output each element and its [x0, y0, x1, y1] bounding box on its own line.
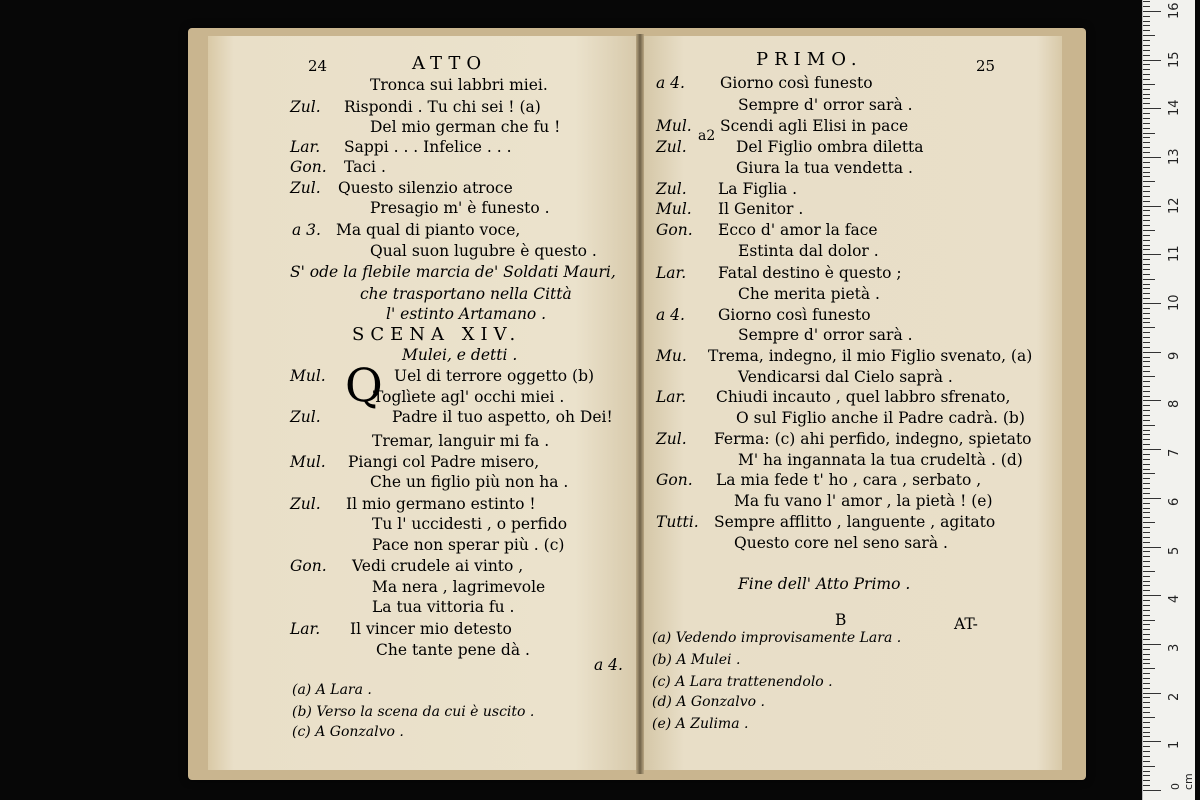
ruler-tick	[1143, 16, 1150, 17]
ruler-tick	[1143, 45, 1150, 46]
ruler-tick	[1143, 366, 1150, 367]
verse-line: Sempre afflitto , languente , agitato	[714, 513, 996, 531]
ruler-unit-label: 0 cm	[1169, 773, 1195, 790]
ruler-tick	[1143, 532, 1150, 533]
ruler-tick	[1143, 89, 1150, 90]
ruler-tick	[1143, 327, 1155, 328]
ruler-number: 6	[1167, 497, 1182, 506]
verse-line: Padre il tuo aspetto, oh Dei!	[392, 408, 613, 426]
ruler-tick	[1143, 766, 1155, 767]
ruler-tick	[1143, 537, 1150, 538]
speaker-label: Lar.	[656, 264, 687, 282]
ruler-tick	[1143, 469, 1150, 470]
ruler-tick	[1143, 103, 1150, 104]
ruler-tick	[1143, 60, 1161, 61]
ruler-tick	[1143, 269, 1150, 270]
verse-line: Uel di terrore oggetto (b)	[394, 367, 595, 385]
speaker-label: Zul.	[290, 98, 321, 116]
ruler-tick	[1143, 454, 1150, 455]
running-header: ATTO	[412, 53, 488, 74]
verse-line: Scendi agli Elisi in pace	[720, 117, 909, 135]
ruler-tick	[1143, 697, 1150, 698]
verse-line: Mulei, e detti .	[402, 346, 518, 364]
footnote: (b) A Mulei .	[652, 652, 741, 668]
ruler-tick	[1143, 527, 1150, 528]
ruler-number: 8	[1167, 400, 1182, 409]
verse-line: Piangi col Padre misero,	[348, 453, 540, 471]
verse-line: Tronca sui labbri miei.	[370, 76, 548, 94]
ruler-tick	[1143, 381, 1150, 382]
speaker-label: Gon.	[290, 158, 327, 176]
ruler-tick	[1143, 590, 1150, 591]
ruler-tick	[1143, 274, 1150, 275]
ruler-tick	[1143, 162, 1150, 163]
ruler-tick	[1143, 512, 1150, 513]
measuring-ruler	[1142, 0, 1195, 800]
speaker-label: Mu.	[656, 347, 687, 365]
verse-line: Giura la tua vendetta .	[736, 159, 913, 177]
ruler-tick	[1143, 264, 1150, 265]
verse-line: Toglìete agl' occhi miei .	[373, 388, 565, 406]
ruler-tick	[1143, 649, 1150, 650]
speaker-label: Mul.	[290, 367, 326, 385]
verse-line: Presagio m' è funesto .	[370, 199, 550, 217]
ruler-tick	[1143, 673, 1150, 674]
ruler-number: 7	[1167, 448, 1182, 458]
ruler-tick	[1143, 6, 1150, 7]
running-header: PRIMO.	[756, 49, 863, 70]
speaker-label: Mul.	[290, 453, 326, 471]
ruler-tick	[1143, 220, 1150, 221]
ruler-tick	[1143, 644, 1161, 645]
ruler-tick	[1143, 624, 1150, 625]
ruler-tick	[1143, 386, 1150, 387]
speaker-label: Gon.	[290, 557, 327, 575]
ruler-number: 14	[1167, 99, 1182, 117]
ruler-tick	[1143, 488, 1150, 489]
ruler-tick	[1143, 55, 1150, 56]
ruler-tick	[1143, 94, 1150, 95]
ruler-tick	[1143, 459, 1150, 460]
ruler-tick	[1143, 600, 1150, 601]
verse-line: Il mio germano estinto !	[346, 495, 536, 513]
ruler-tick	[1143, 551, 1150, 552]
ruler-tick	[1143, 313, 1150, 314]
speaker-label: Zul.	[290, 408, 321, 426]
ruler-tick	[1143, 69, 1150, 70]
ruler-tick	[1143, 147, 1150, 148]
ruler-tick	[1143, 308, 1150, 309]
ruler-tick	[1143, 176, 1150, 177]
book-gutter	[636, 34, 644, 774]
verse-line: Che merita pietà .	[738, 285, 880, 303]
ruler-number: 2	[1167, 692, 1182, 701]
ruler-tick	[1143, 137, 1150, 138]
verse-line: Sempre d' orror sarà .	[738, 326, 913, 344]
speaker-label: Lar.	[290, 620, 321, 638]
ruler-tick	[1143, 634, 1150, 635]
ruler-tick	[1143, 298, 1150, 299]
scene-heading: SCENA XIV.	[352, 324, 522, 345]
ruler-tick	[1143, 668, 1155, 669]
ruler-tick	[1143, 186, 1150, 187]
ruler-tick	[1143, 741, 1161, 742]
verse-line: Vendicarsi dal Cielo saprà .	[738, 368, 953, 386]
ruler-tick	[1143, 201, 1150, 202]
ruler-tick	[1143, 702, 1150, 703]
ruler-tick	[1143, 503, 1150, 504]
ruler-tick	[1143, 615, 1150, 616]
footnote: (a) A Lara .	[292, 682, 372, 698]
speaker-label: a 4.	[656, 74, 685, 92]
speaker-label: Mul.	[656, 117, 692, 135]
ruler-tick	[1143, 425, 1155, 426]
catchword: a 4.	[594, 656, 623, 674]
ruler-number: 13	[1167, 148, 1182, 165]
verse-line: Estinta dal dolor .	[738, 242, 879, 260]
ruler-tick	[1143, 585, 1150, 586]
ruler-tick	[1143, 25, 1150, 26]
verse-line: Trema, indegno, il mio Figlio svenato, (a)	[708, 347, 1033, 365]
ruler-tick	[1143, 683, 1150, 684]
speaker-label: Zul.	[290, 179, 321, 197]
ruler-tick	[1143, 357, 1150, 358]
verse-line: Questo core nel seno sarà .	[734, 534, 948, 552]
verse-line: Il vincer mio detesto	[350, 620, 512, 638]
verse-line: l' estinto Artamano .	[386, 305, 547, 323]
ruler-tick	[1143, 751, 1150, 752]
ruler-tick	[1143, 79, 1150, 80]
ruler-tick	[1143, 746, 1150, 747]
verse-line: che trasportano nella Città	[360, 285, 572, 303]
ruler-tick	[1143, 761, 1150, 762]
speaker-label: Zul.	[656, 180, 687, 198]
ruler-tick	[1143, 654, 1150, 655]
ruler-tick	[1143, 663, 1150, 664]
ruler-tick	[1143, 230, 1155, 231]
verse-line: Sappi . . . Infelice . . .	[344, 138, 512, 156]
ruler-tick	[1143, 785, 1150, 786]
verse-line: La mia fede t' ho , cara , serbato ,	[716, 471, 982, 489]
verse-line: Fatal destino è questo ;	[718, 264, 902, 282]
ruler-tick	[1143, 133, 1155, 134]
ruler-number: 12	[1167, 197, 1182, 214]
ruler-tick	[1143, 595, 1161, 596]
footnote: (c) A Lara trattenendolo .	[652, 674, 833, 690]
verse-line: Tu l' uccidesti , o perfido	[372, 515, 568, 533]
ruler-tick	[1143, 254, 1161, 255]
ruler-tick	[1143, 736, 1150, 737]
ruler-tick	[1143, 342, 1150, 343]
catchword: AT-	[954, 615, 978, 633]
ruler-tick	[1143, 464, 1150, 465]
ruler-tick	[1143, 123, 1150, 124]
ruler-tick	[1143, 361, 1150, 362]
ruler-tick	[1143, 629, 1150, 630]
verse-line: Ecco d' amor la face	[718, 221, 878, 239]
verse-line: Giorno così funesto	[720, 74, 873, 92]
ruler-tick	[1143, 118, 1150, 119]
ruler-tick	[1143, 775, 1150, 776]
signature-mark: B	[835, 611, 847, 629]
ruler-tick	[1143, 508, 1150, 509]
ruler-tick	[1143, 64, 1150, 65]
speaker-label: Zul.	[656, 138, 687, 156]
ruler-tick	[1143, 722, 1150, 723]
ruler-tick	[1143, 483, 1150, 484]
ruler-tick	[1143, 128, 1150, 129]
ruler-tick	[1143, 1, 1150, 2]
ruler-tick	[1143, 191, 1150, 192]
ruler-tick	[1143, 21, 1150, 22]
ruler-tick	[1143, 727, 1150, 728]
ruler-tick	[1143, 284, 1150, 285]
ruler-tick	[1143, 113, 1150, 114]
ruler-tick	[1143, 157, 1161, 158]
ruler-tick	[1143, 678, 1150, 679]
ruler-number: 10	[1167, 294, 1182, 311]
ruler-tick	[1143, 206, 1161, 207]
ruler-tick	[1143, 35, 1155, 36]
ruler-number: 9	[1167, 351, 1182, 360]
a2-mark: a2	[698, 128, 716, 144]
verse-line: Giorno così funesto	[718, 306, 871, 324]
ruler-tick	[1143, 215, 1150, 216]
ruler-tick	[1143, 84, 1155, 85]
speaker-label: Zul.	[656, 430, 687, 448]
ruler-tick	[1143, 376, 1155, 377]
ruler-tick	[1143, 196, 1150, 197]
ruler-tick	[1143, 581, 1150, 582]
ruler-tick	[1143, 288, 1150, 289]
verse-line: Tremar, languir mi fa .	[372, 432, 550, 450]
speaker-label: a 3.	[292, 221, 321, 239]
ruler-tick	[1143, 493, 1150, 494]
ruler-tick	[1143, 659, 1150, 660]
verse-line: Il Genitor .	[718, 200, 804, 218]
footnote: (d) A Gonzalvo .	[652, 694, 765, 710]
ruler-tick	[1143, 396, 1150, 397]
ruler-tick	[1143, 790, 1161, 791]
ruler-tick	[1143, 566, 1150, 567]
page-number: 24	[308, 57, 328, 75]
ruler-tick	[1143, 547, 1161, 548]
ruler-tick	[1143, 371, 1150, 372]
verse-line: Ferma: (c) ahi perfido, indegno, spietato	[714, 430, 1032, 448]
ruler-tick	[1143, 542, 1150, 543]
ruler-tick	[1143, 732, 1150, 733]
ruler-tick	[1143, 688, 1150, 689]
ruler-tick	[1143, 780, 1150, 781]
ruler-tick	[1143, 707, 1150, 708]
verse-line: La Figlia .	[718, 180, 798, 198]
ruler-tick	[1143, 181, 1155, 182]
ruler-tick	[1143, 259, 1150, 260]
verse-line: Che un figlio più non ha .	[370, 473, 569, 491]
speaker-label: Gon.	[656, 471, 693, 489]
ruler-tick	[1143, 478, 1150, 479]
speaker-label: a 4.	[656, 306, 685, 324]
verse-line: Che tante pene dà .	[376, 641, 530, 659]
ruler-tick	[1143, 352, 1161, 353]
ruler-tick	[1143, 756, 1150, 757]
ruler-tick	[1143, 620, 1155, 621]
ruler-tick	[1143, 571, 1155, 572]
ruler-tick	[1143, 576, 1150, 577]
speaker-label: Mul.	[656, 200, 692, 218]
ruler-tick	[1143, 245, 1150, 246]
ruler-tick	[1143, 561, 1150, 562]
ruler-tick	[1143, 434, 1150, 435]
ruler-tick	[1143, 439, 1150, 440]
ruler-tick	[1143, 303, 1161, 304]
footnote: (c) A Gonzalvo .	[292, 724, 404, 740]
ruler-tick	[1143, 235, 1150, 236]
ruler-tick	[1143, 517, 1150, 518]
ruler-tick	[1143, 98, 1150, 99]
ruler-number: 1	[1167, 741, 1182, 750]
ruler-tick	[1143, 405, 1150, 406]
ruler-number: 5	[1167, 546, 1182, 555]
verse-line: Questo silenzio atroce	[338, 179, 513, 197]
speaker-label: Zul.	[290, 495, 321, 513]
ruler-tick	[1143, 391, 1150, 392]
ruler-tick	[1143, 430, 1150, 431]
ruler-tick	[1143, 449, 1161, 450]
verse-line: S' ode la flebile marcia de' Soldati Mauri,	[290, 263, 616, 281]
ruler-tick	[1143, 693, 1161, 694]
ruler-tick	[1143, 240, 1150, 241]
ruler-tick	[1143, 420, 1150, 421]
speaker-label: Gon.	[656, 221, 693, 239]
verse-line: Taci .	[344, 158, 386, 176]
ruler-tick	[1143, 318, 1150, 319]
ruler-tick	[1143, 50, 1150, 51]
verse-line: O sul Figlio anche il Padre cadrà. (b)	[736, 409, 1025, 427]
verse-line: Ma qual di pianto voce,	[336, 221, 521, 239]
verse-line: Pace non sperar più . (c)	[372, 536, 565, 554]
ruler-tick	[1143, 498, 1161, 499]
ruler-tick	[1143, 556, 1150, 557]
verse-line: M' ha ingannata la tua crudeltà . (d)	[738, 451, 1023, 469]
ruler-tick	[1143, 152, 1150, 153]
verse-line: Vedi crudele ai vinto ,	[352, 557, 524, 575]
ruler-tick	[1143, 167, 1150, 168]
drop-cap: Q	[345, 358, 383, 412]
ruler-tick	[1143, 322, 1150, 323]
verse-line: La tua vittoria fu .	[372, 598, 515, 616]
ruler-tick	[1143, 74, 1150, 75]
ruler-tick	[1143, 210, 1150, 211]
ruler-tick	[1143, 444, 1150, 445]
ruler-tick	[1143, 771, 1150, 772]
speaker-label: Lar.	[656, 388, 687, 406]
ruler-tick	[1143, 293, 1150, 294]
ruler-tick	[1143, 142, 1150, 143]
ruler-tick	[1143, 172, 1150, 173]
ruler-tick	[1143, 40, 1150, 41]
ruler-number: 3	[1167, 643, 1182, 652]
verse-line: Sempre d' orror sarà .	[738, 96, 913, 114]
footnote: (e) A Zulima .	[652, 716, 749, 732]
ruler-tick	[1143, 639, 1150, 640]
speaker-label: Lar.	[290, 138, 321, 156]
verse-line: Ma nera , lagrimevole	[372, 578, 546, 596]
verse-line: Del Figlio ombra diletta	[736, 138, 924, 156]
ruler-tick	[1143, 610, 1150, 611]
ruler-tick	[1143, 279, 1155, 280]
speaker-label: Tutti.	[656, 513, 699, 531]
ruler-tick	[1143, 522, 1155, 523]
ruler-tick	[1143, 11, 1161, 12]
ruler-tick	[1143, 410, 1150, 411]
verse-line: Qual suon lugubre è questo .	[370, 242, 597, 260]
ruler-tick	[1143, 347, 1150, 348]
verse-line: Ma fu vano l' amor , la pietà ! (e)	[734, 492, 993, 510]
footnote: (a) Vedendo improvisamente Lara .	[652, 630, 902, 646]
ruler-number: 4	[1167, 594, 1182, 604]
verse-line: Chiudi incauto , quel labbro sfrenato,	[716, 388, 1011, 406]
ruler-tick	[1143, 337, 1150, 338]
verse-line: Rispondi . Tu chi sei ! (a)	[344, 98, 541, 116]
ruler-tick	[1143, 605, 1150, 606]
ruler-tick	[1143, 225, 1150, 226]
verse-line: Del mio german che fu !	[370, 118, 561, 136]
ruler-tick	[1143, 415, 1150, 416]
ruler-tick	[1143, 332, 1150, 333]
ruler-tick	[1143, 473, 1155, 474]
ruler-tick	[1143, 712, 1150, 713]
ruler-tick	[1143, 30, 1150, 31]
footnote: (b) Verso la scena da cui è uscito .	[292, 704, 535, 720]
ruler-number: 16	[1167, 2, 1182, 19]
ruler-number: 15	[1167, 50, 1182, 68]
ruler-tick	[1143, 400, 1161, 401]
ruler-tick	[1143, 108, 1161, 109]
ruler-number: 11	[1167, 245, 1182, 263]
end-of-act: Fine dell' Atto Primo .	[738, 575, 911, 593]
page-number: 25	[976, 57, 996, 75]
ruler-tick	[1143, 249, 1150, 250]
ruler-tick	[1143, 717, 1155, 718]
